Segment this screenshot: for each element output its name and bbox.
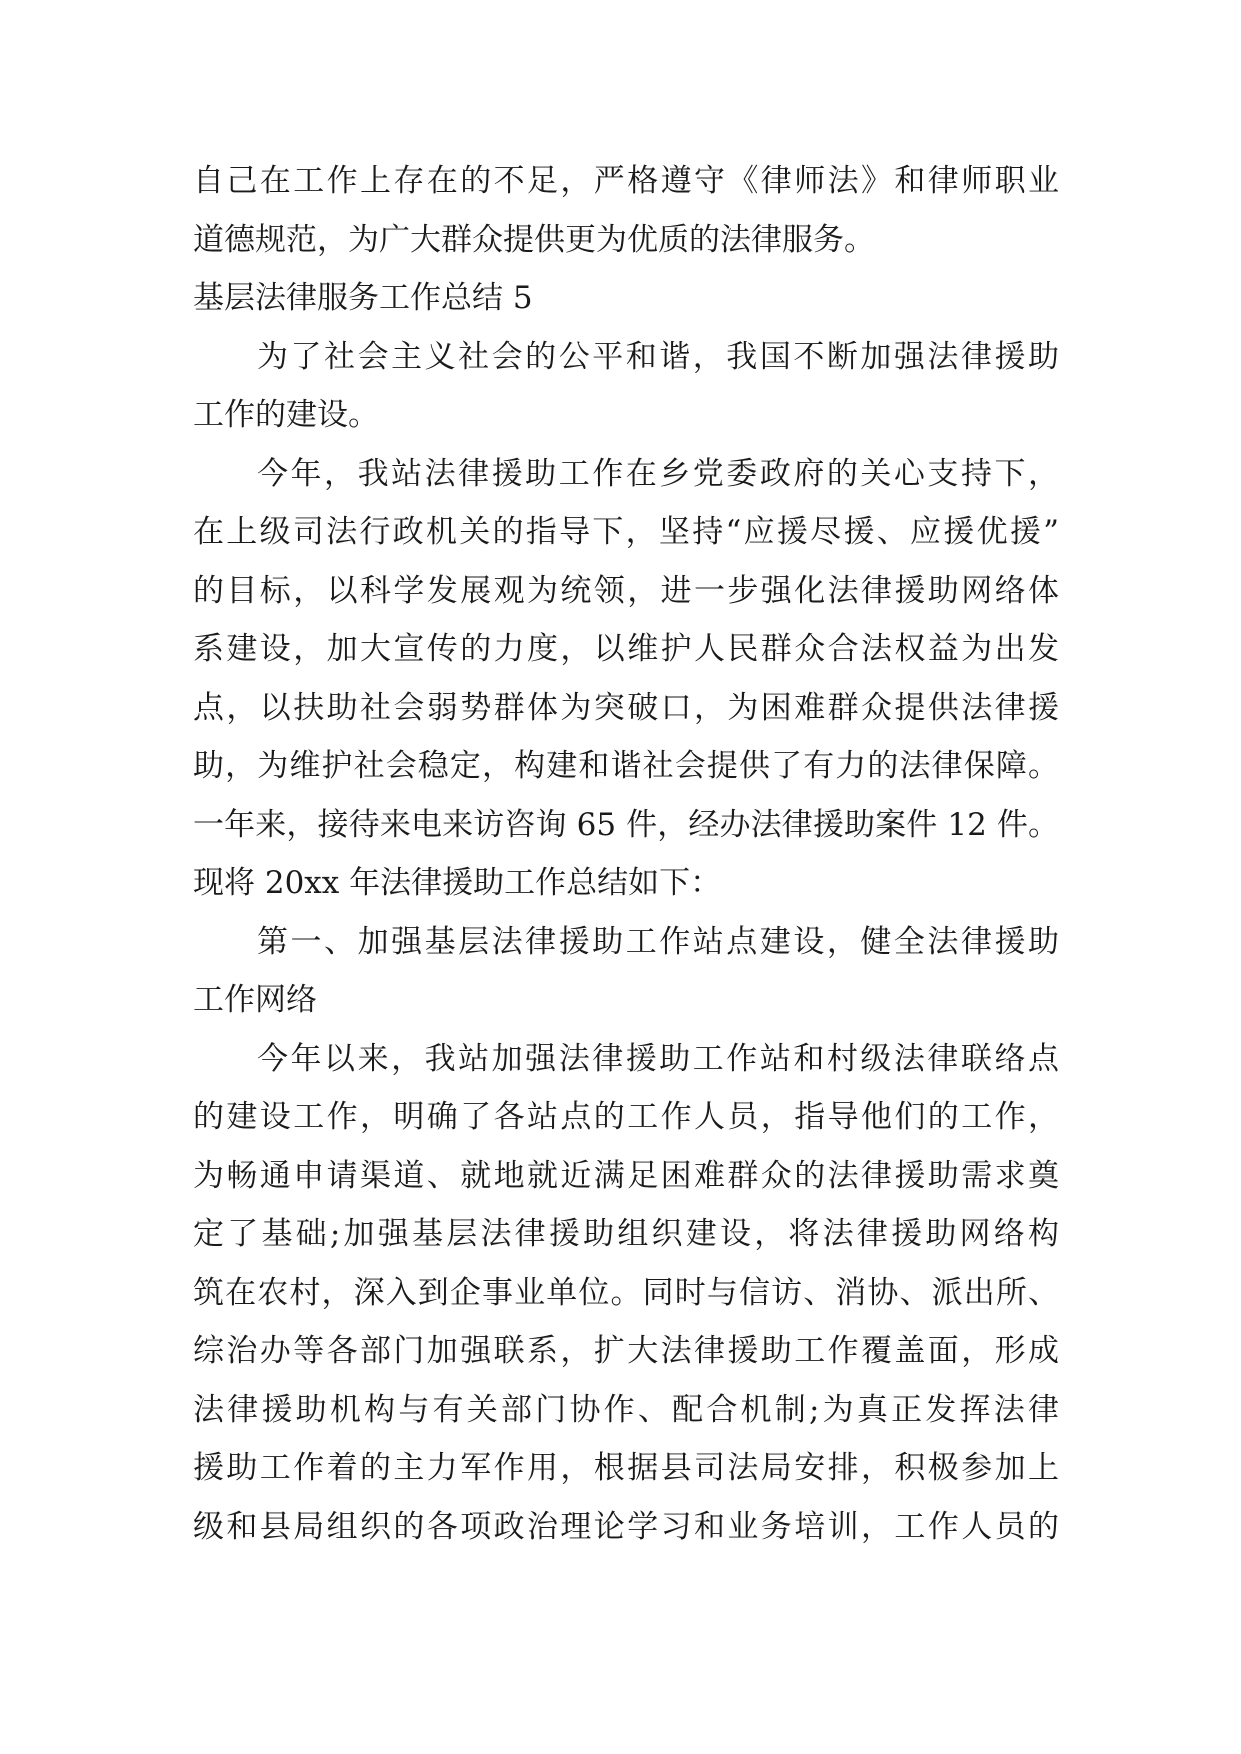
text-line: 级和县局组织的各项政治理论学习和业务培训，工作人员的 bbox=[193, 1508, 1059, 1545]
text-line: 助，为维护社会稳定，构建和谐社会提供了有力的法律保障。 bbox=[193, 748, 1059, 784]
text-line: 自己在工作上存在的不足，严格遵守《律师法》和律师职业 bbox=[193, 163, 1059, 199]
paragraph-first-line: 第一、加强基层法律援助工作站点建设，健全法律援助 bbox=[257, 923, 1059, 960]
text-line: 为畅通申请渠道、就地就近满足困难群众的法律援助需求奠 bbox=[193, 1157, 1059, 1194]
paragraph-first-line: 今年以来，我站加强法律援助工作站和村级法律联络点 bbox=[257, 1040, 1059, 1077]
text-line: 综治办等各部门加强联系，扩大法律援助工作覆盖面，形成 bbox=[193, 1333, 1059, 1369]
text-line: 筑在农村，深入到企事业单位。同时与信访、消协、派出所、 bbox=[193, 1274, 1059, 1311]
text-line: 一年来，接待来电来访咨询 65 件，经办法律援助案件 12 件。 bbox=[193, 806, 1059, 843]
text-line: 系建设，加大宣传的力度，以维护人民群众合法权益为出发 bbox=[193, 631, 1059, 667]
text-line: 点，以扶助社会弱势群体为突破口，为困难群众提供法律援 bbox=[193, 689, 1059, 726]
text-line: 在上级司法行政机关的指导下，坚持“应援尽援、应援优援” bbox=[193, 514, 1059, 550]
text-line: 援助工作着的主力军作用，根据县司法局安排，积极参加上 bbox=[193, 1450, 1059, 1486]
text-line: 工作网络 bbox=[193, 982, 317, 1018]
text-line: 定了基础;加强基层法律援助组织建设，将法律援助网络构 bbox=[193, 1216, 1059, 1252]
text-line: 法律援助机构与有关部门协作、配合机制;为真正发挥法律 bbox=[193, 1391, 1059, 1428]
text-line: 道德规范，为广大群众提供更为优质的法律服务。 bbox=[193, 221, 875, 258]
text-line: 工作的建设。 bbox=[193, 397, 379, 433]
text-line: 的目标，以科学发展观为统领，进一步强化法律援助网络体 bbox=[193, 572, 1059, 609]
text-line: 现将 20xx 年法律援助工作总结如下： bbox=[193, 865, 722, 901]
text-line: 基层法律服务工作总结 5 bbox=[193, 280, 533, 316]
document-body bbox=[193, 152, 1059, 1556]
text-line: 的建设工作，明确了各站点的工作人员，指导他们的工作， bbox=[193, 1099, 1059, 1135]
paragraph-first-line: 今年，我站法律援助工作在乡党委政府的关心支持下， bbox=[257, 455, 1059, 492]
paragraph-first-line: 为了社会主义社会的公平和谐，我国不断加强法律援助 bbox=[257, 338, 1059, 375]
